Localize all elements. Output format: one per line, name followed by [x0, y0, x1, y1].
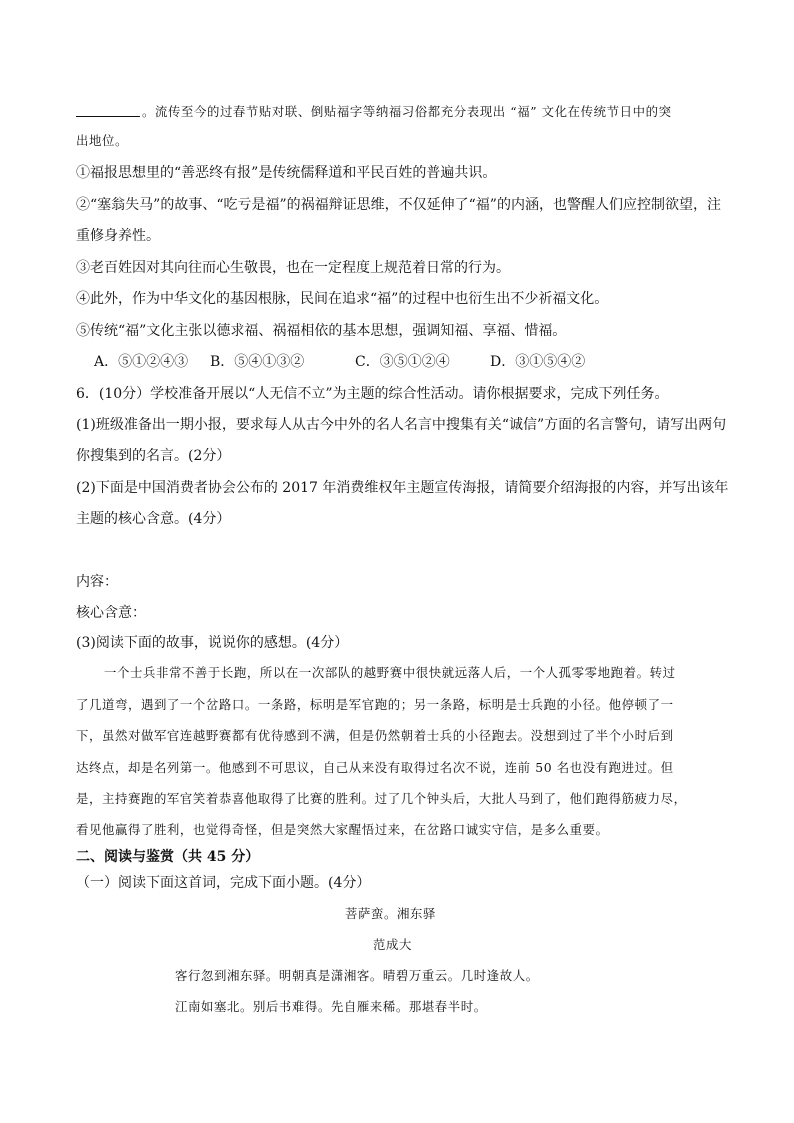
choice-option-a[interactable]: A．⑤①②④③ [94, 354, 189, 370]
story-line: 了几道弯，遇到了一个岔路口。一条路，标明是军官跑的；另一条路，标明是士兵跑的小径。他停顿了一 [76, 697, 674, 712]
sentence-item-5: ⑤传统“福”文化主张以德求福、祸福相依的基本思想，强调知福、享福、惜福。 [76, 323, 567, 339]
section-heading: 二、阅读与鉴赏（共 45 分） [76, 849, 260, 865]
fill-in-text: 。流传至今的过春节贴对联、倒贴福字等纳福习俗都充分表现出 “福” 文化在传统节日中的突 [142, 104, 672, 119]
poem-author: 范成大 [373, 937, 412, 952]
fill-in-line-2: 出地位。 [76, 133, 128, 148]
core-meaning-label: 核心含意： [76, 605, 146, 621]
part-1-instruction: （一）阅读下面这首词，完成下面小题。(4分） [76, 875, 371, 891]
sentence-item-2-line-1: ②“塞翁失马”的故事、“吃亏是福”的祸福辩证思维，不仅延伸了“福”的内涵，也警醒人们应控制欲望，注 [76, 197, 721, 213]
sentence-item-2-line-2: 重修身养性。 [76, 228, 160, 244]
q6-sub3: (3)阅读下面的故事，说说你的感想。(4分） [76, 635, 349, 651]
story-line: 看见他赢得了胜利，也觉得奇怪，但是突然大家醒悟过来，在岔路口诚实守信，是多么重要。 [76, 822, 609, 837]
poem-line: 江南如塞北。别后书难得。先自雁来稀。那堪春半时。 [175, 999, 487, 1014]
q6-sub2-line-1: (2)下面是中国消费者协会公布的 2017 年消费维权年主题宣传海报，请简要介绍海报的内容，并写出该年 [76, 480, 729, 496]
q6-sub1-line-1: (1)班级准备出一期小报，要求每人从古今中外的名人名言中搜集有关“诚信”方面的名言警句，请写出两句 [76, 417, 727, 433]
sentence-item-4: ④此外，作为中华文化的基因根脉，民间在追求“福”的过程中也衍生出不少祈福文化。 [76, 291, 609, 307]
story-line: 下，虽然对做军官连越野赛都有优待感到不满，但是仍然朝着士兵的小径跑去。没想到过了半个小时后到 [76, 728, 674, 743]
poem-line: 客行忽到湘东驿。明朝真是潇湘客。晴碧万重云。几时逢故人。 [175, 968, 539, 983]
choice-option-c[interactable]: C．③⑤①②④ [355, 354, 450, 370]
sentence-item-3: ③老百姓因对其向往而心生敬畏，也在一定程度上规范着日常的行为。 [76, 260, 510, 276]
sentence-item-1: ①福报思想里的“善恶终有报”是传统儒释道和平民百姓的普遍共识。 [76, 165, 497, 181]
q6-sub2-line-2: 主题的核心含意。(4分） [76, 511, 231, 527]
story-line: 一个士兵非常不善于长跑，所以在一次部队的越野赛中很快就远落人后，一个人孤零零地跑着。转过 [104, 665, 676, 680]
fill-in-line [76, 104, 672, 118]
choice-option-d[interactable]: D．③①⑤④② [490, 354, 586, 370]
question-6-stem: 6．(10分）学校准备开展以“人无信不立”为主题的综合性活动。请你根据要求，完成下列任务。 [76, 386, 669, 402]
q6-sub1-line-2: 你搜集到的名言。(2分） [76, 448, 231, 464]
poem-title: 菩萨蛮。湘东驿 [345, 906, 436, 921]
content-label: 内容： [76, 574, 118, 590]
choice-option-b[interactable]: B．⑤④①③② [210, 354, 305, 370]
story-line: 达终点，却是名列第一。他感到不可思议，自己从来没有取得过名次不说，连前 50 名也没有跑进过。但 [76, 760, 674, 775]
story-line: 是，主持赛跑的军官笑着恭喜他取得了比赛的胜利。过了几个钟头后，大批人马到了，他们跑得筋疲力尽， [76, 791, 687, 806]
answer-blank [76, 104, 140, 117]
